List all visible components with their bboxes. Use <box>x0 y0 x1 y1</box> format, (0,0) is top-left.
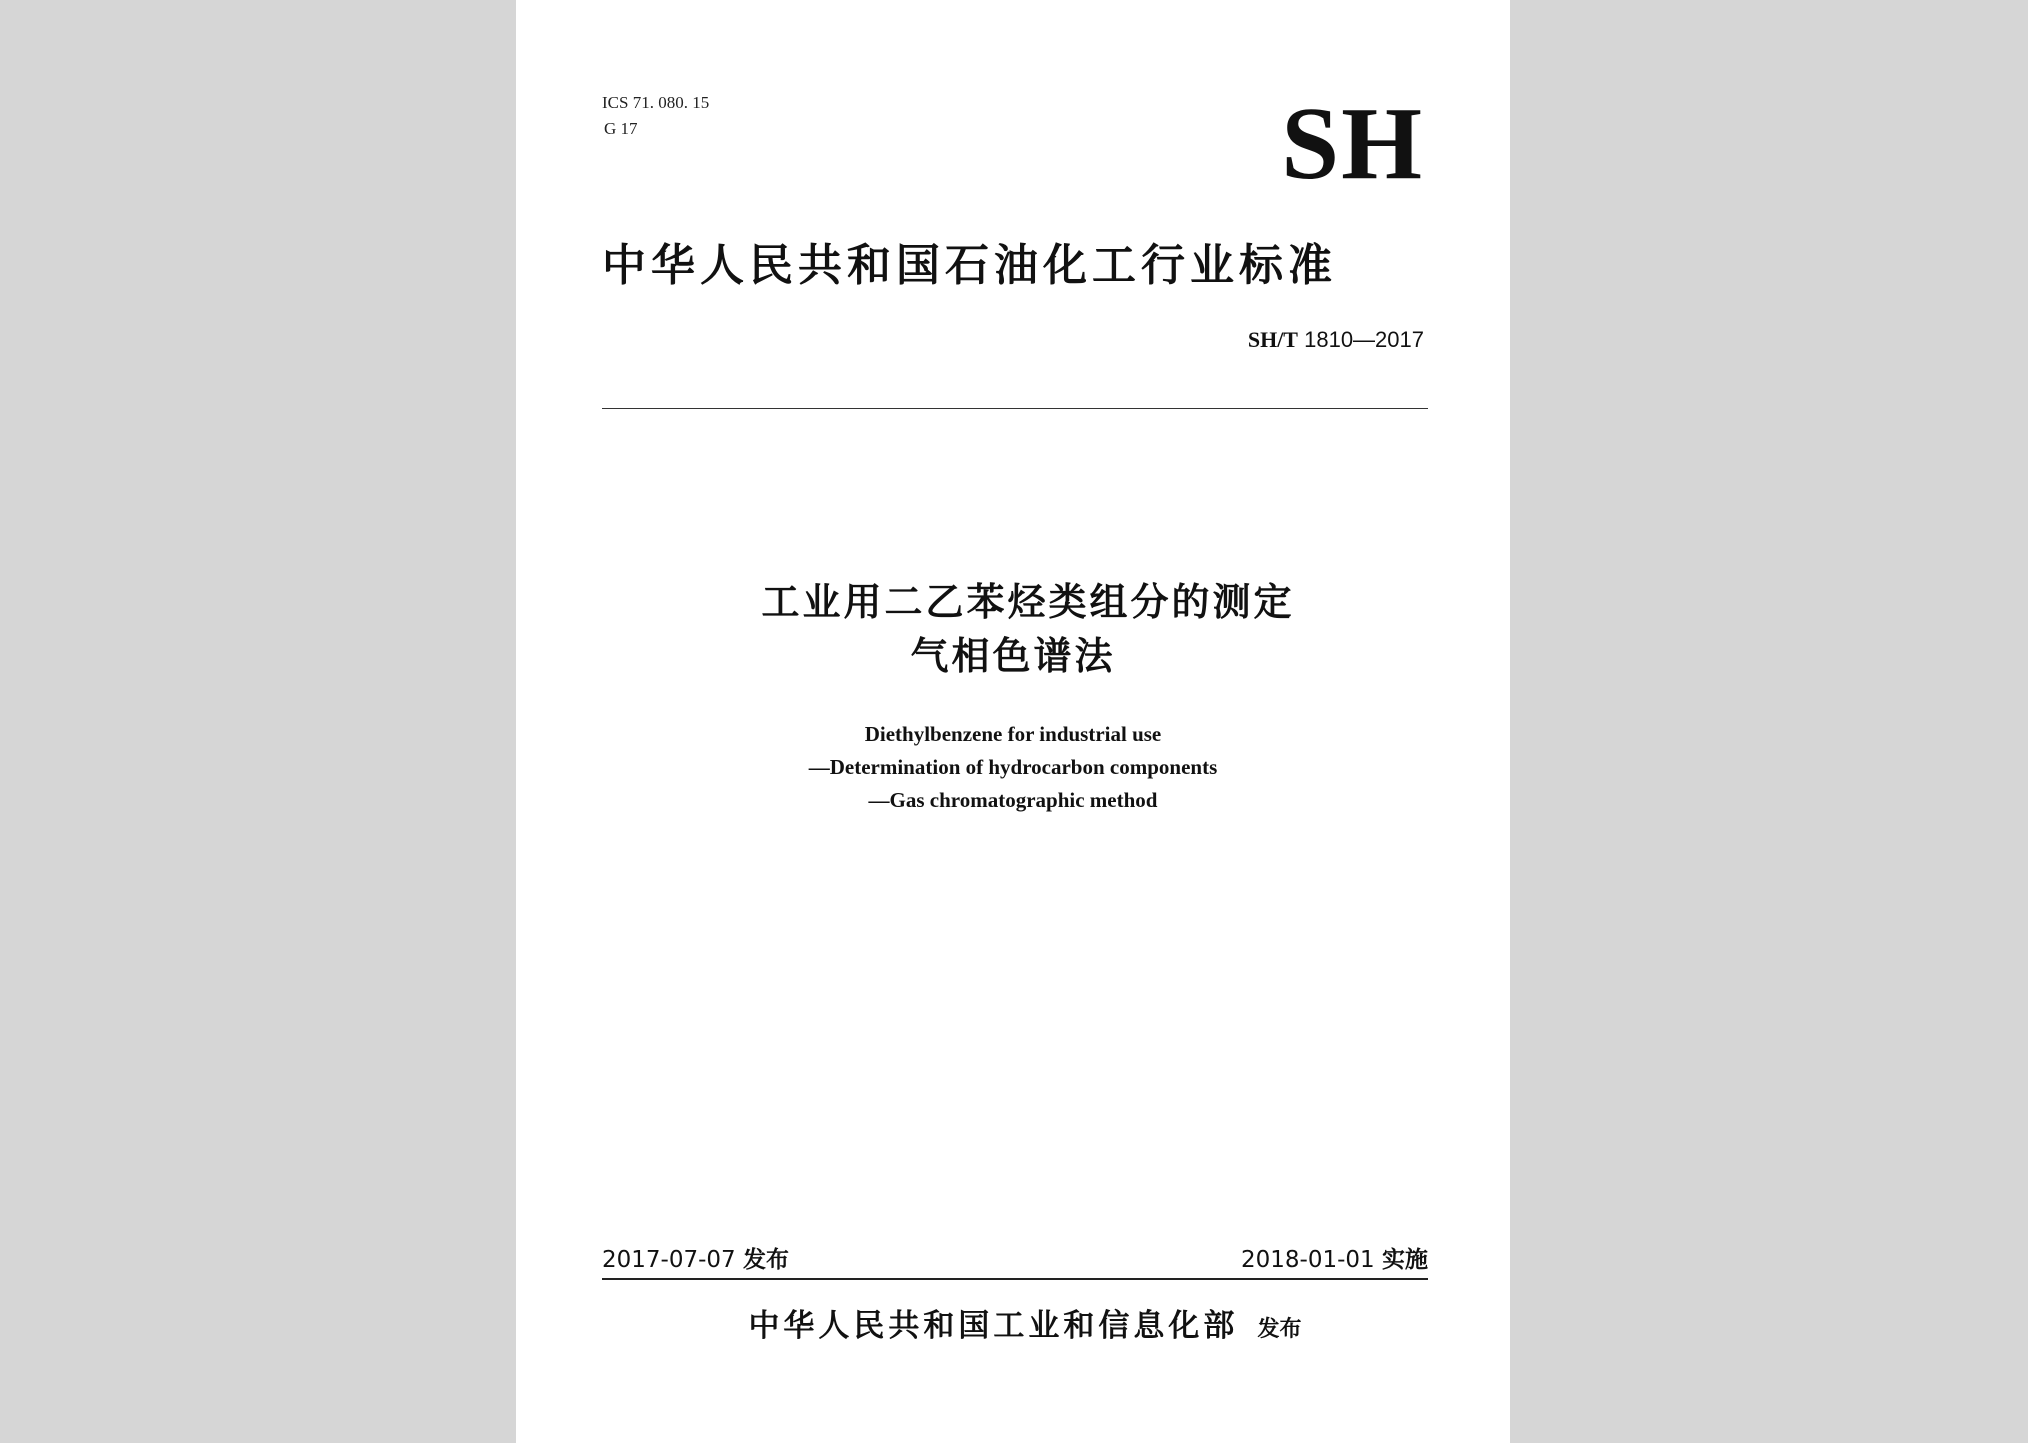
implement-label: 实施 <box>1382 1247 1428 1273</box>
header-divider <box>602 408 1428 409</box>
dates-row <box>602 1245 1428 1275</box>
classification-codes <box>602 90 709 142</box>
document-page <box>516 0 1510 1443</box>
standard-category-title: 中华人民共和国石油化工行业标准 <box>602 240 1337 291</box>
issue-label: 发布 <box>742 1247 789 1273</box>
ics-code: ICS 71. 080. 15 <box>602 93 710 112</box>
issue-date-block <box>602 1245 789 1275</box>
implement-date-block <box>1241 1245 1428 1275</box>
english-title-line-3: —Gas chromatographic method <box>868 788 1158 812</box>
publisher-label: 发布 <box>1257 1317 1302 1342</box>
footer-divider <box>602 1278 1428 1280</box>
standard-number-prefix: SH/T <box>1247 327 1298 352</box>
chinese-title-line-1: 工业用二乙苯烃类组分的测定 <box>761 580 1295 624</box>
chinese-title <box>516 575 1510 683</box>
sh-logo: SH <box>1281 86 1424 201</box>
g-code: G 17 <box>604 119 638 138</box>
english-title-line-2: —Determination of hydrocarbon components <box>808 755 1218 779</box>
issue-date: 2017-07-07 <box>602 1247 736 1273</box>
publisher-line <box>516 1306 1510 1346</box>
standard-number-value: 1810—2017 <box>1304 327 1424 352</box>
chinese-title-line-2: 气相色谱法 <box>910 634 1116 678</box>
english-title-line-1: Diethylbenzene for industrial use <box>864 722 1162 746</box>
implement-date: 2018-01-01 <box>1241 1247 1375 1273</box>
english-title <box>516 718 1510 817</box>
standard-number <box>1248 325 1424 355</box>
publisher-organization: 中华人民共和国工业和信息化部 <box>748 1308 1239 1344</box>
